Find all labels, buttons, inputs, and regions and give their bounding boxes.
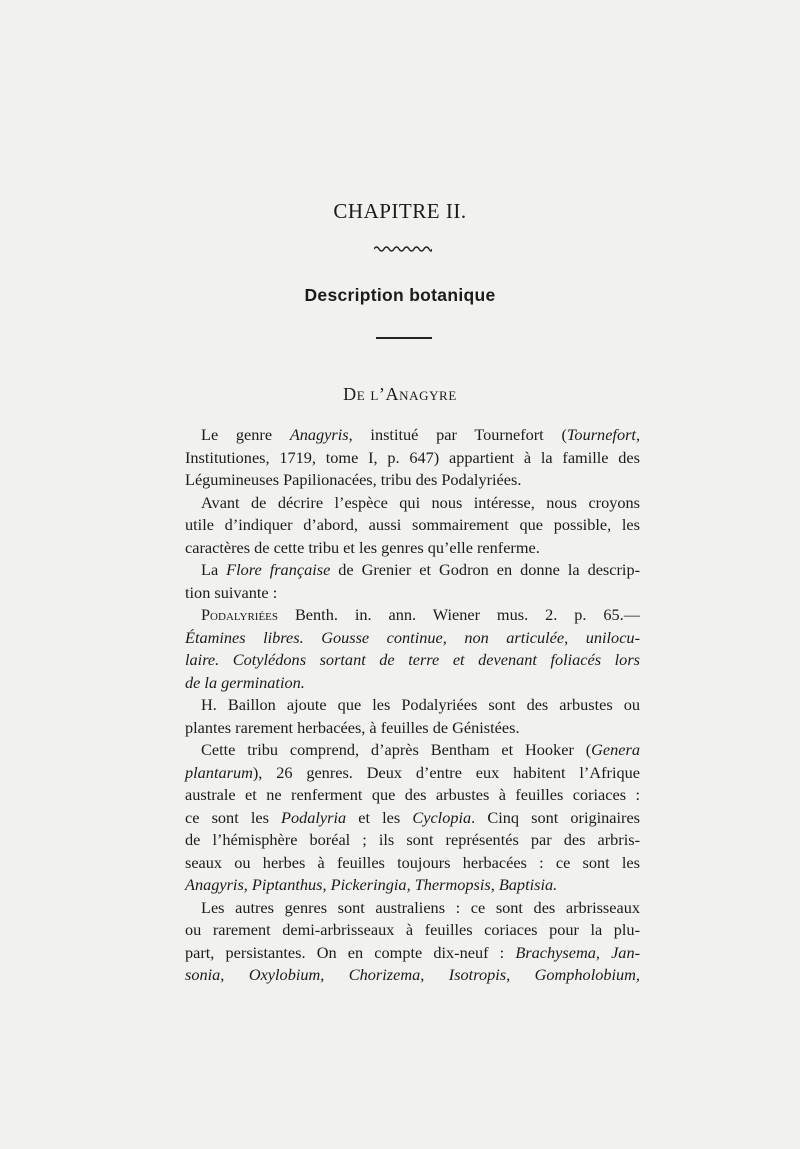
text-run: Anagyris — [289, 425, 349, 444]
text-run: Anagyris, Piptanthus, Pickeringia, Thermopsis, Baptisia. — [185, 875, 558, 894]
text-run: laire. Cotylédons sortant de terre et devenant foliacés lors — [185, 650, 640, 669]
text-run: tion suivante : — [185, 582, 278, 602]
text-run: et les — [346, 807, 413, 827]
text-run: australe et ne renferment que des arbustes à feuilles coriaces : — [185, 785, 640, 804]
text-run: de la germination. — [185, 672, 305, 692]
text-line — [185, 514, 640, 537]
text-run: Le genre — [201, 425, 290, 444]
text-line — [185, 694, 640, 717]
text-run: Flore française — [226, 560, 331, 579]
text-line — [185, 897, 640, 920]
text-run: sonia, Oxylobium, Chorizema, Isotropis, Gompholobium, — [185, 965, 640, 984]
text-line — [185, 604, 640, 627]
text-line — [185, 492, 640, 515]
text-line — [185, 784, 640, 807]
text-line — [185, 582, 640, 605]
text-line — [185, 829, 640, 852]
text-run: utile d’indiquer d’abord, aussi sommairement que possible, les — [185, 515, 640, 534]
text-line — [185, 627, 640, 650]
text-run: Avant de décrire l’espèce qui nous intéresse, nous croyons — [201, 492, 640, 512]
text-run: Institutiones, 1719, tome I, p. 647) appartient à la famille des — [185, 447, 640, 467]
horizontal-rule — [376, 337, 432, 339]
text-line — [185, 942, 640, 965]
text-run: Cette tribu comprend, d’après Bentham et Hooker ( — [201, 740, 592, 759]
section-heading: Description botanique — [304, 285, 496, 305]
text-line — [185, 964, 640, 987]
text-line — [185, 739, 640, 762]
text-run: Étamines libres. Gousse continue, non articulée, unilocu- — [185, 627, 640, 647]
text-run: Tournefort, — [566, 425, 641, 444]
text-run: de l’hémisphère boréal ; ils sont représentés par des arbris- — [185, 830, 640, 849]
text-run: Podalyriées — [201, 605, 279, 624]
text-run: Benth. in. ann. Wiener mus. 2. p. 65.— — [278, 605, 640, 624]
text-run: Cyclopia — [412, 807, 472, 827]
text-run: La — [201, 560, 227, 579]
body-text — [185, 424, 640, 987]
text-line — [185, 447, 640, 470]
text-run: part, persistantes. On en compte dix-neuf : — [185, 942, 516, 962]
text-line — [185, 717, 640, 740]
chapter-title: CHAPITRE II. — [333, 199, 467, 223]
text-line — [185, 537, 640, 560]
text-run: Podalyria — [281, 807, 347, 827]
text-line — [185, 559, 640, 582]
text-line — [185, 807, 640, 830]
text-line — [185, 852, 640, 875]
text-run: Brachysema, Jan- — [515, 942, 641, 962]
text-line — [185, 874, 640, 897]
text-run: caractères de cette tribu et les genres qu’elle renferme. — [185, 537, 540, 557]
wavy-ornament — [374, 244, 432, 254]
text-line — [185, 762, 640, 785]
text-run: ), 26 genres. Deux d’entre eux habitent l’Afrique — [252, 762, 640, 782]
text-run: . Cinq sont originaires — [471, 807, 641, 827]
text-run: ce sont les — [185, 807, 282, 827]
text-run: Les autres genres sont australiens : ce sont des arbrisseaux — [201, 897, 640, 917]
text-run: plantes rarement herbacées, à feuilles de Génistées. — [185, 717, 520, 737]
text-run: de Grenier et Godron en donne la descrip- — [330, 560, 641, 579]
text-run: ou rarement demi-arbrisseaux à feuilles coriaces pour la plu- — [185, 920, 640, 939]
text-line — [185, 424, 640, 447]
text-run: H. Baillon ajoute que les Podalyriées sont des arbustes ou — [201, 695, 640, 714]
subsection-title: De l’Anagyre — [343, 384, 457, 404]
text-line — [185, 469, 640, 492]
text-run: Légumineuses Papilionacées, tribu des Podalyriées. — [185, 470, 522, 489]
text-line — [185, 649, 640, 672]
text-run: , institué par Tournefort ( — [348, 425, 567, 444]
text-run: Genera — [591, 740, 640, 759]
text-line — [185, 919, 640, 942]
text-run: seaux ou herbes à feuilles toujours herbacées : ce sont les — [185, 852, 640, 872]
text-run: plantarum — [185, 762, 253, 782]
text-line — [185, 672, 640, 695]
